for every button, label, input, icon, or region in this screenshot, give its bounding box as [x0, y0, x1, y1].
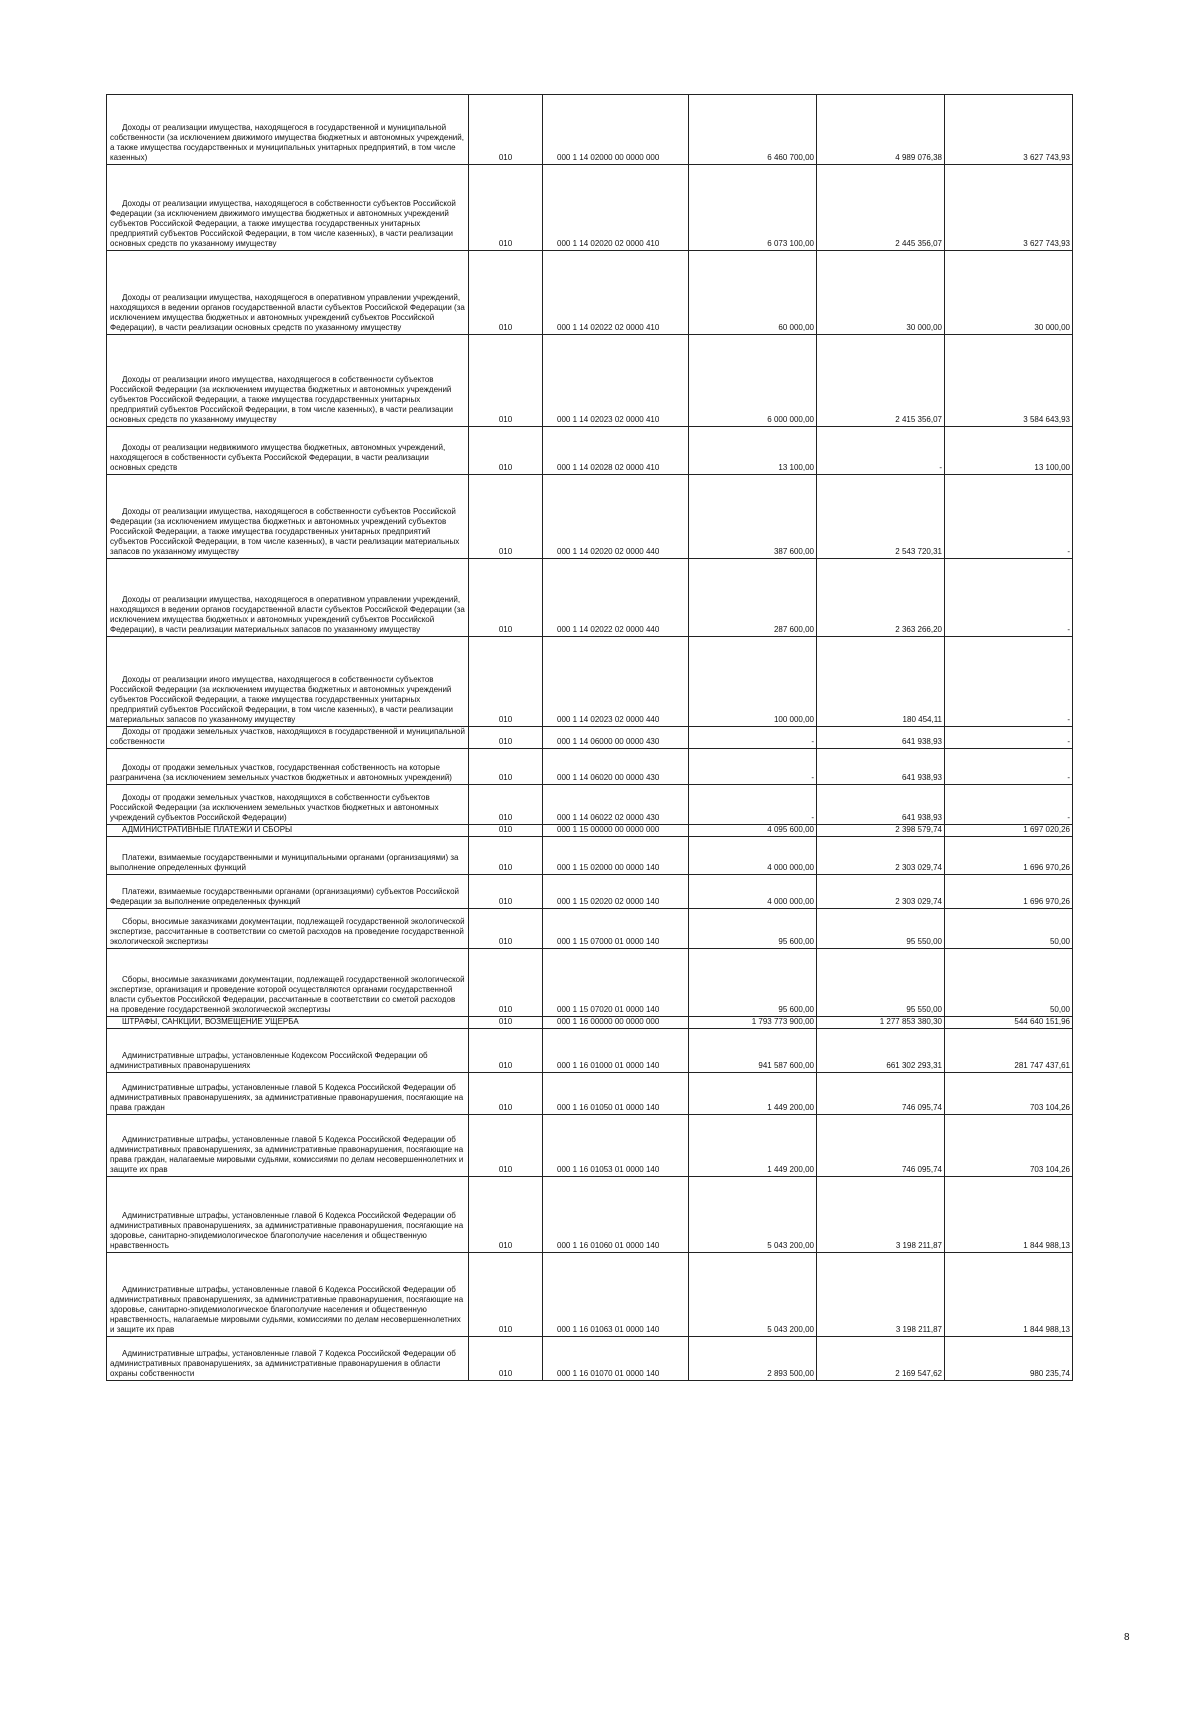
table-row	[107, 727, 1073, 749]
line-code: 010	[469, 637, 543, 727]
table-row	[107, 875, 1073, 909]
unexecuted-amount: -	[945, 475, 1073, 559]
row-name-text: Доходы от реализации имущества, находящегося в собственности субъектов Российской Федерации (за исключением движимого имущества бюджетных и автономных учреждений субъектов Российской Федерации, а также имущества государственных унитарных предприятий субъектов Российской Федерации, в том числе казенных), в части реализации основных средств по указанному имуществу	[110, 199, 456, 248]
line-code: 010	[469, 165, 543, 251]
executed-amount: 2 303 029,74	[817, 837, 945, 875]
approved-amount: 6 460 700,00	[689, 95, 817, 165]
row-name-text: Административные штрафы, установленные главой 6 Кодекса Российской Федерации об административных правонарушениях, за административные правонарушения, посягающие на здоровье, санитарно-эпидемиологическое благополучие населения и общественную нравственность	[110, 1211, 464, 1250]
line-code: 010	[469, 749, 543, 785]
line-code: 010	[469, 1017, 543, 1029]
unexecuted-amount: 1 844 988,13	[945, 1253, 1073, 1337]
line-code: 010	[469, 727, 543, 749]
row-name-text: Административные штрафы, установленные главой 5 Кодекса Российской Федерации об административных правонарушениях, за административные правонарушения, посягающие на права граждан, налагаемые мировыми судьями, комиссиями по делам несовершеннолетних и защите их прав	[110, 1135, 464, 1174]
approved-amount: -	[689, 749, 817, 785]
approved-amount: 2 893 500,00	[689, 1337, 817, 1381]
page-number: 8	[1124, 1632, 1130, 1643]
row-name	[107, 637, 469, 727]
unexecuted-amount: 3 627 743,93	[945, 165, 1073, 251]
unexecuted-amount: 980 235,74	[945, 1337, 1073, 1381]
approved-amount: 387 600,00	[689, 475, 817, 559]
table-row	[107, 909, 1073, 949]
line-code: 010	[469, 1073, 543, 1115]
unexecuted-amount: 281 747 437,61	[945, 1029, 1073, 1073]
table-row	[107, 475, 1073, 559]
table-row	[107, 825, 1073, 837]
budget-code: 000 1 16 00000 00 0000 000	[543, 1017, 689, 1029]
executed-amount: 3 198 211,87	[817, 1177, 945, 1253]
row-name	[107, 1253, 469, 1337]
executed-amount: 746 095,74	[817, 1115, 945, 1177]
budget-code: 000 1 14 02023 02 0000 440	[543, 637, 689, 727]
unexecuted-amount: -	[945, 637, 1073, 727]
budget-code: 000 1 16 01063 01 0000 140	[543, 1253, 689, 1337]
row-name	[107, 251, 469, 335]
approved-amount: 5 043 200,00	[689, 1177, 817, 1253]
unexecuted-amount: 50,00	[945, 949, 1073, 1017]
approved-amount: 1 449 200,00	[689, 1115, 817, 1177]
executed-amount: 2 445 356,07	[817, 165, 945, 251]
budget-code: 000 1 16 01050 01 0000 140	[543, 1073, 689, 1115]
row-name-text: Доходы от реализации иного имущества, находящегося в собственности субъектов Российской Федерации (за исключением имущества бюджетных и автономных учреждений субъектов Российской Федерации, а также имущества государственных унитарных предприятий субъектов Российской Федерации, в том числе казенных), в части реализации основных средств по указанному имуществу	[110, 375, 454, 424]
approved-amount: 6 000 000,00	[689, 335, 817, 427]
unexecuted-amount: -	[945, 727, 1073, 749]
table-row	[107, 1017, 1073, 1029]
table-row	[107, 1253, 1073, 1337]
table-body	[107, 95, 1073, 1381]
approved-amount: 287 600,00	[689, 559, 817, 637]
budget-code: 000 1 14 02023 02 0000 410	[543, 335, 689, 427]
table-row	[107, 559, 1073, 637]
approved-amount: 4 000 000,00	[689, 875, 817, 909]
row-name-text: Платежи, взимаемые государственными органами (организациями) субъектов Российской Федерации за выполнение определенных функций	[110, 887, 460, 906]
budget-code: 000 1 14 06020 00 0000 430	[543, 749, 689, 785]
row-name-text: Сборы, вносимые заказчиками документации, подлежащей государственной экологической экспертизе, рассчитанные в соответствии со сметой расходов на проведение государственной экологической экспертизы	[110, 917, 465, 946]
row-name	[107, 1337, 469, 1381]
row-name	[107, 825, 469, 837]
executed-amount: 3 198 211,87	[817, 1253, 945, 1337]
line-code: 010	[469, 1115, 543, 1177]
table-row	[107, 95, 1073, 165]
unexecuted-amount: 3 584 643,93	[945, 335, 1073, 427]
unexecuted-amount: 1 696 970,26	[945, 837, 1073, 875]
table-row	[107, 749, 1073, 785]
approved-amount: 6 073 100,00	[689, 165, 817, 251]
executed-amount: 641 938,93	[817, 749, 945, 785]
unexecuted-amount: 544 640 151,96	[945, 1017, 1073, 1029]
table-row	[107, 165, 1073, 251]
unexecuted-amount: -	[945, 749, 1073, 785]
approved-amount: 100 000,00	[689, 637, 817, 727]
budget-code: 000 1 15 00000 00 0000 000	[543, 825, 689, 837]
budget-code: 000 1 14 02022 02 0000 440	[543, 559, 689, 637]
table-row	[107, 637, 1073, 727]
budget-code: 000 1 14 02022 02 0000 410	[543, 251, 689, 335]
executed-amount: 2 543 720,31	[817, 475, 945, 559]
executed-amount: 746 095,74	[817, 1073, 945, 1115]
row-name-text: Доходы от реализации имущества, находящегося в государственной и муниципальной собственности (за исключением движимого имущества бюджетных и автономных учреждений, а также имущества государственных и муниципальных унитарных предприятий, в том числе казенных)	[110, 123, 464, 162]
line-code: 010	[469, 1253, 543, 1337]
budget-code: 000 1 16 01060 01 0000 140	[543, 1177, 689, 1253]
row-name-text: Доходы от продажи земельных участков, находящихся в государственной и муниципальной собственности	[110, 727, 465, 746]
table-row	[107, 251, 1073, 335]
unexecuted-amount: 1 696 970,26	[945, 875, 1073, 909]
budget-code: 000 1 14 02000 00 0000 000	[543, 95, 689, 165]
executed-amount: -	[817, 427, 945, 475]
line-code: 010	[469, 949, 543, 1017]
row-name	[107, 837, 469, 875]
line-code: 010	[469, 95, 543, 165]
budget-code: 000 1 14 06022 02 0000 430	[543, 785, 689, 825]
approved-amount: 4 095 600,00	[689, 825, 817, 837]
row-name-text: Доходы от продажи земельных участков, находящихся в собственности субъектов Российской Федерации (за исключением земельных участков бюджетных и автономных учреждений субъектов Российской Федерации)	[110, 793, 439, 822]
row-name	[107, 1115, 469, 1177]
row-name	[107, 95, 469, 165]
executed-amount: 2 363 266,20	[817, 559, 945, 637]
approved-amount: 1 449 200,00	[689, 1073, 817, 1115]
line-code: 010	[469, 909, 543, 949]
table-row	[107, 837, 1073, 875]
unexecuted-amount: 50,00	[945, 909, 1073, 949]
budget-code: 000 1 15 02000 00 0000 140	[543, 837, 689, 875]
budget-code: 000 1 15 07020 01 0000 140	[543, 949, 689, 1017]
row-name	[107, 427, 469, 475]
executed-amount: 95 550,00	[817, 949, 945, 1017]
executed-amount: 641 938,93	[817, 727, 945, 749]
line-code: 010	[469, 875, 543, 909]
row-name	[107, 749, 469, 785]
table-row	[107, 427, 1073, 475]
approved-amount: -	[689, 785, 817, 825]
unexecuted-amount: -	[945, 785, 1073, 825]
row-name	[107, 1017, 469, 1029]
row-name-text: Доходы от продажи земельных участков, государственная собственность на которые разграничена (за исключением земельных участков бюджетных и автономных учреждений)	[110, 763, 452, 782]
row-name	[107, 1177, 469, 1253]
executed-amount: 2 169 547,62	[817, 1337, 945, 1381]
executed-amount: 2 415 356,07	[817, 335, 945, 427]
line-code: 010	[469, 1029, 543, 1073]
row-name-text: Доходы от реализации недвижимого имущества бюджетных, автономных учреждений, находящегося в собственности субъекта Российской Федерации, в части реализации основных средств	[110, 443, 446, 472]
budget-code: 000 1 16 01053 01 0000 140	[543, 1115, 689, 1177]
budget-code: 000 1 15 02020 02 0000 140	[543, 875, 689, 909]
row-name	[107, 785, 469, 825]
row-name-text: Административные штрафы, установленные Кодексом Российской Федерации об административных правонарушениях	[110, 1051, 428, 1070]
approved-amount: 95 600,00	[689, 949, 817, 1017]
approved-amount: 95 600,00	[689, 909, 817, 949]
executed-amount: 30 000,00	[817, 251, 945, 335]
budget-code: 000 1 16 01070 01 0000 140	[543, 1337, 689, 1381]
row-name-text: Сборы, вносимые заказчиками документации, подлежащей государственной экологической экспертизе, организация и проведение которой осуществляются органами государственной власти субъектов Российской Федерации, рассчитанные в соответствии со сметой расходов на проведение государственной экологической экспертизы	[110, 975, 465, 1014]
table-row	[107, 1177, 1073, 1253]
row-name-text: Доходы от реализации иного имущества, находящегося в собственности субъектов Российской Федерации (за исключением имущества бюджетных и автономных учреждений субъектов Российской Федерации, а также имущества государственных унитарных предприятий субъектов Российской Федерации, в том числе казенных), в части реализации материальных запасов по указанному имуществу	[110, 675, 454, 724]
line-code: 010	[469, 1337, 543, 1381]
approved-amount: 4 000 000,00	[689, 837, 817, 875]
unexecuted-amount: 1 844 988,13	[945, 1177, 1073, 1253]
budget-code: 000 1 14 06000 00 0000 430	[543, 727, 689, 749]
table-row	[107, 785, 1073, 825]
row-name-text: Административные штрафы, установленные главой 7 Кодекса Российской Федерации об административных правонарушениях, за административные правонарушения в области охраны собственности	[110, 1349, 456, 1378]
line-code: 010	[469, 1177, 543, 1253]
line-code: 010	[469, 335, 543, 427]
row-name	[107, 727, 469, 749]
budget-code: 000 1 14 02020 02 0000 410	[543, 165, 689, 251]
line-code: 010	[469, 559, 543, 637]
approved-amount: 1 793 773 900,00	[689, 1017, 817, 1029]
approved-amount: 13 100,00	[689, 427, 817, 475]
unexecuted-amount: -	[945, 559, 1073, 637]
row-name	[107, 335, 469, 427]
table-row	[107, 949, 1073, 1017]
row-name	[107, 1029, 469, 1073]
table-row	[107, 1073, 1073, 1115]
budget-code: 000 1 14 02028 02 0000 410	[543, 427, 689, 475]
executed-amount: 2 398 579,74	[817, 825, 945, 837]
executed-amount: 661 302 293,31	[817, 1029, 945, 1073]
approved-amount: 60 000,00	[689, 251, 817, 335]
row-name-text: АДМИНИСТРАТИВНЫЕ ПЛАТЕЖИ И СБОРЫ	[122, 825, 293, 834]
executed-amount: 2 303 029,74	[817, 875, 945, 909]
row-name-text: Доходы от реализации имущества, находящегося в оперативном управлении учреждений, находящихся в ведении органов государственной власти субъектов Российской Федерации (за исключением имущества бюджетных и автономных учреждений субъектов Российской Федерации), в части реализации основных средств по указанному имуществу	[110, 293, 465, 332]
budget-code: 000 1 16 01000 01 0000 140	[543, 1029, 689, 1073]
unexecuted-amount: 1 697 020,26	[945, 825, 1073, 837]
table-row	[107, 1115, 1073, 1177]
row-name-text: Платежи, взимаемые государственными и муниципальными органами (организациями) за выполнение определенных функций	[110, 853, 459, 872]
unexecuted-amount: 703 104,26	[945, 1115, 1073, 1177]
row-name	[107, 475, 469, 559]
executed-amount: 95 550,00	[817, 909, 945, 949]
row-name	[107, 1073, 469, 1115]
row-name	[107, 949, 469, 1017]
line-code: 010	[469, 427, 543, 475]
budget-execution-table	[106, 94, 1073, 1381]
row-name	[107, 165, 469, 251]
row-name	[107, 559, 469, 637]
budget-code: 000 1 14 02020 02 0000 440	[543, 475, 689, 559]
unexecuted-amount: 30 000,00	[945, 251, 1073, 335]
row-name	[107, 909, 469, 949]
executed-amount: 180 454,11	[817, 637, 945, 727]
executed-amount: 1 277 853 380,30	[817, 1017, 945, 1029]
approved-amount: -	[689, 727, 817, 749]
line-code: 010	[469, 251, 543, 335]
line-code: 010	[469, 825, 543, 837]
row-name-text: Административные штрафы, установленные главой 6 Кодекса Российской Федерации об административных правонарушениях, за административные правонарушения, посягающие на здоровье, санитарно-эпидемиологическое благополучие населения и общественную нравственность, налагаемые мировыми судьями, комиссиями по делам несовершеннолетних и защите их прав	[110, 1285, 464, 1334]
line-code: 010	[469, 475, 543, 559]
table-row	[107, 335, 1073, 427]
table-row	[107, 1029, 1073, 1073]
unexecuted-amount: 13 100,00	[945, 427, 1073, 475]
row-name-text: Доходы от реализации имущества, находящегося в оперативном управлении учреждений, находящихся в ведении органов государственной власти субъектов Российской Федерации (за исключением имущества бюджетных и автономных учреждений субъектов Российской Федерации), в части реализации материальных запасов по указанному имуществу	[110, 595, 465, 634]
line-code: 010	[469, 837, 543, 875]
row-name	[107, 875, 469, 909]
approved-amount: 941 587 600,00	[689, 1029, 817, 1073]
unexecuted-amount: 3 627 743,93	[945, 95, 1073, 165]
unexecuted-amount: 703 104,26	[945, 1073, 1073, 1115]
row-name-text: Доходы от реализации имущества, находящегося в собственности субъектов Российской Федерации (за исключением имущества бюджетных и автономных учреждений субъектов Российской Федерации, а также имущества государственных унитарных предприятий субъектов Российской Федерации, в том числе казенных), в части реализации материальных запасов по указанному имуществу	[110, 507, 460, 556]
row-name-text: ШТРАФЫ, САНКЦИИ, ВОЗМЕЩЕНИЕ УЩЕРБА	[122, 1017, 299, 1026]
budget-code: 000 1 15 07000 01 0000 140	[543, 909, 689, 949]
table-row	[107, 1337, 1073, 1381]
line-code: 010	[469, 785, 543, 825]
executed-amount: 641 938,93	[817, 785, 945, 825]
approved-amount: 5 043 200,00	[689, 1253, 817, 1337]
executed-amount: 4 989 076,38	[817, 95, 945, 165]
row-name-text: Административные штрафы, установленные главой 5 Кодекса Российской Федерации об административных правонарушениях, за административные правонарушения, посягающие на права граждан	[110, 1083, 464, 1112]
